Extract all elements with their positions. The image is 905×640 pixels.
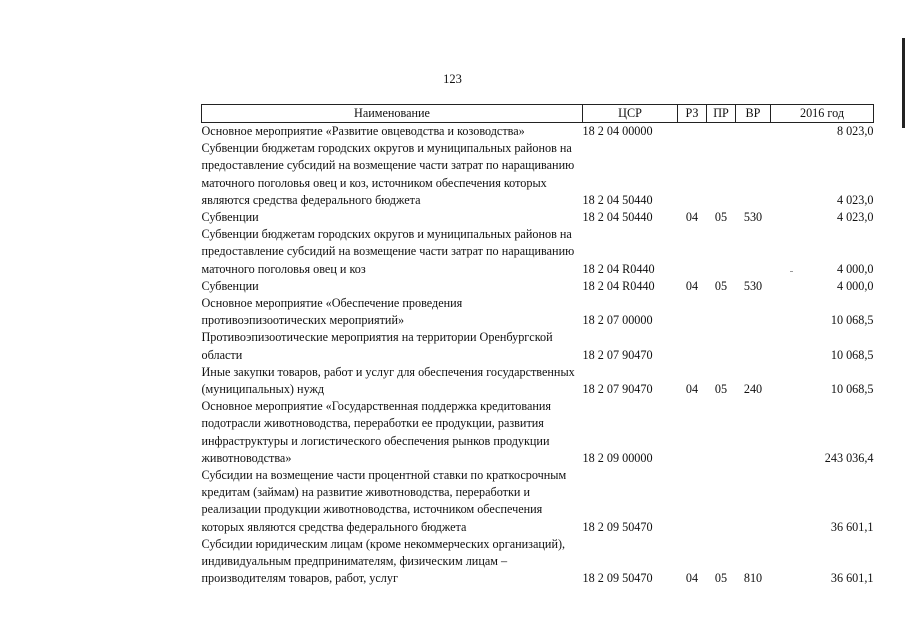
table-header-row [202, 105, 874, 123]
cell-vr [736, 329, 771, 363]
cell-csr: 18 2 04 R0440 [582, 278, 655, 293]
cell-rz [678, 467, 707, 536]
cell-pr [707, 123, 736, 141]
column-header-rz: РЗ [678, 105, 707, 123]
cell-name: Иные закупки товаров, работ и услуг для обеспечения государственных (муниципальных) нужд [201, 364, 575, 397]
cell-csr: 18 2 07 90470 [582, 347, 653, 362]
cell-sum: 4 000,0 [836, 261, 874, 276]
cell-rz: 04 [685, 571, 699, 586]
cell-rz [678, 329, 707, 363]
table-row [202, 209, 874, 226]
cell-name: Субвенции [201, 210, 259, 225]
cell-sum: 10 068,5 [830, 382, 874, 397]
table-row [202, 329, 874, 363]
cell-sum: 10 068,5 [830, 347, 874, 362]
cell-csr: 18 2 09 00000 [582, 450, 653, 465]
cell-vr: 530 [743, 278, 763, 293]
cell-sum: 10 068,5 [830, 313, 874, 328]
table-row [202, 278, 874, 295]
cell-vr [736, 140, 771, 209]
cell-csr: 18 2 04 R0440 [582, 261, 655, 276]
cell-sum: 4 023,0 [836, 192, 874, 207]
cell-sum: 4 023,0 [836, 210, 874, 225]
cell-pr: 05 [714, 571, 728, 586]
cell-name: Противоэпизоотические мероприятия на территории Оренбургской области [201, 330, 553, 362]
column-header-pr: ПР [707, 105, 736, 123]
cell-rz [678, 398, 707, 467]
cell-name: Субвенции бюджетам городских округов и муниципальных районов на предоставление субсидий на возмещение части затрат по наращиванию маточного поголовья овец и коз, источником обеспечения которых являются средства федерального бюджета [201, 141, 575, 207]
cell-name: Основное мероприятие «Обеспечение проведения противоэпизоотических мероприятий» [201, 296, 463, 328]
cell-pr [707, 140, 736, 209]
cell-pr: 05 [714, 210, 728, 225]
cell-csr: 18 2 09 50470 [582, 519, 653, 534]
cell-csr: 18 2 09 50470 [582, 571, 653, 586]
cell-sum: 36 601,1 [830, 519, 874, 534]
cell-rz [678, 140, 707, 209]
cell-rz [678, 123, 707, 141]
cell-sum: 8 023,0 [836, 124, 874, 138]
column-header-vr: ВР [736, 105, 771, 123]
cell-vr [736, 226, 771, 278]
page-number: 123 [443, 72, 462, 86]
cell-rz: 04 [685, 210, 699, 225]
cell-name: Субсидии юридическим лицам (кроме некоммерческих организаций), индивидуальным предпринимателям, физическим лицам – производителям товаров, работ, услуг [201, 536, 566, 586]
cell-name: Основное мероприятие «Государственная поддержка кредитования подотрасли животноводства, переработки ее продукции, развития инфраструктуры и логистического обеспечения рынков продукции животноводства» [201, 399, 552, 465]
cell-rz: 04 [685, 278, 699, 293]
table-row [202, 364, 874, 398]
cell-name: Основное мероприятие «Развитие овцеводства и козоводства» [201, 124, 525, 138]
table-row [202, 295, 874, 329]
cell-csr: 18 2 07 90470 [582, 382, 653, 397]
cell-sum: 4 000,0 [836, 278, 874, 293]
cell-vr [736, 123, 771, 141]
cell-csr: 18 2 07 00000 [582, 313, 653, 328]
table-body [202, 123, 874, 588]
cell-rz [678, 295, 707, 329]
cell-sum: 243 036,4 [824, 450, 874, 465]
cell-vr [736, 295, 771, 329]
cell-rz [678, 226, 707, 278]
cell-vr: 530 [743, 210, 763, 225]
cell-name: Субвенции [201, 278, 259, 293]
cell-pr [707, 295, 736, 329]
cell-vr [736, 398, 771, 467]
cell-pr [707, 226, 736, 278]
cell-vr: 810 [743, 571, 763, 586]
cell-csr: 18 2 04 50440 [582, 192, 653, 207]
cell-pr [707, 467, 736, 536]
table-row [202, 226, 874, 278]
table-row [202, 467, 874, 536]
cell-pr: 05 [714, 278, 728, 293]
cell-vr [736, 467, 771, 536]
table-row [202, 123, 874, 141]
cell-pr: 05 [714, 382, 728, 397]
cell-rz: 04 [685, 382, 699, 397]
budget-table [201, 104, 874, 587]
table-row [202, 398, 874, 467]
cell-vr: 240 [743, 382, 763, 397]
column-header-csr: ЦСР [583, 105, 678, 123]
cell-csr: 18 2 04 50440 [582, 210, 653, 225]
cell-name: Субвенции бюджетам городских округов и муниципальных районов на предоставление субсидий на возмещение части затрат по наращиванию маточного поголовья овец и коз [201, 227, 575, 276]
cell-name: Субсидии на возмещение части процентной ставки по краткосрочным кредитам (займам) на развитие животноводства, переработки и реализации продукции животноводства, источником обеспечения которых являются средства федерального бюджета [201, 468, 567, 534]
cell-sum: 36 601,1 [830, 571, 874, 586]
cell-pr [707, 329, 736, 363]
table-row [202, 536, 874, 588]
table-row [202, 140, 874, 209]
cell-csr: 18 2 04 00000 [582, 124, 653, 138]
cell-pr [707, 398, 736, 467]
column-header-name: Наименование [202, 105, 583, 123]
column-header-year: 2016 год [771, 105, 874, 123]
